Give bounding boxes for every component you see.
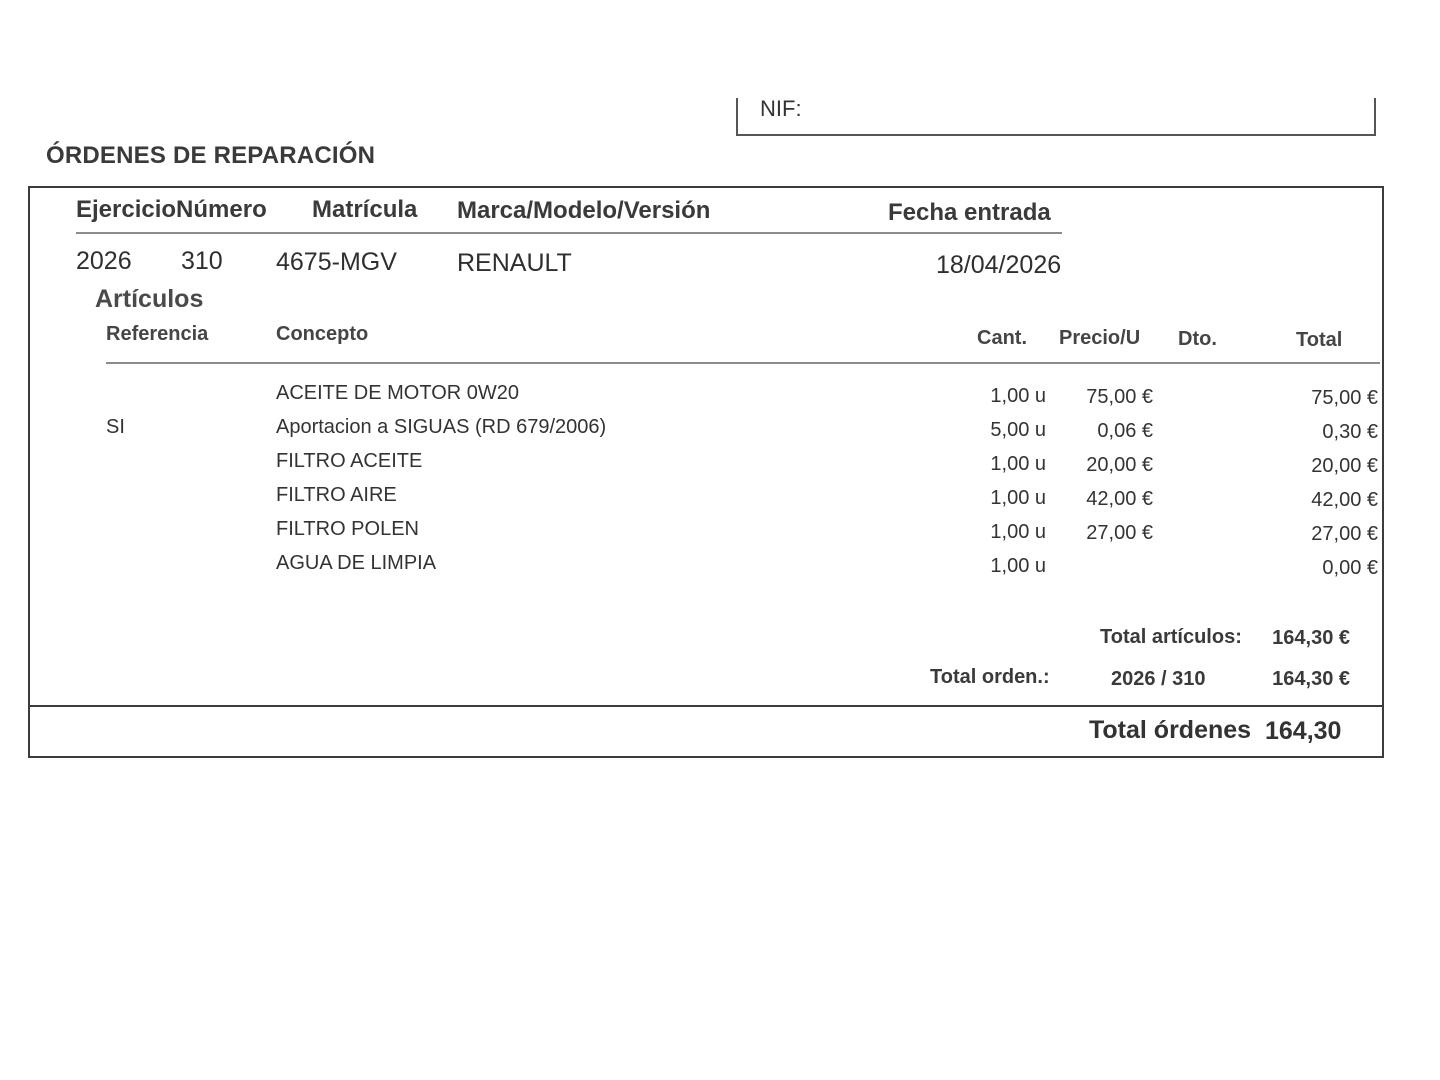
total-orden-value: 164,30 € [1272,668,1350,690]
col-cant: Cant. [977,327,1027,349]
header-ejercicio-numero: EjercicioNúmero [76,196,267,223]
item-cant: 5,00 u [990,419,1046,441]
item-concepto: ACEITE DE MOTOR 0W20 [276,382,520,404]
total-articulos-label: Total artículos: [1100,626,1242,648]
item-total: 0,00 € [1322,557,1378,579]
nif-box [736,98,1376,136]
item-precio: 20,00 € [1086,454,1153,476]
header-underline [76,232,1062,234]
section-title: ÓRDENES DE REPARACIÓN [46,142,376,169]
col-referencia: Referencia [106,323,209,345]
item-cant: 1,00 u [990,555,1046,577]
item-cant: 1,00 u [990,453,1046,475]
nif-label: NIF: [760,96,802,121]
col-concepto: Concepto [276,323,369,345]
item-concepto: FILTRO AIRE [276,484,397,506]
item-total: 20,00 € [1311,455,1378,477]
col-total: Total [1296,329,1343,351]
total-ordenes-value: 164,30 [1265,717,1342,745]
item-precio: 75,00 € [1086,386,1153,408]
totals-separator [28,705,1382,707]
order-fecha: 18/04/2026 [936,251,1062,279]
order-ejercicio: 2026 [76,247,132,275]
item-concepto: FILTRO POLEN [276,518,419,540]
total-ordenes-label: Total órdenes [1089,716,1252,744]
total-orden-label: Total orden.: [930,666,1050,688]
item-concepto: Aportacion a SIGUAS (RD 679/2006) [276,416,607,438]
item-precio: 42,00 € [1086,488,1153,510]
item-cant: 1,00 u [990,521,1046,543]
item-ref: SI [106,416,125,438]
header-marca-modelo: Marca/Modelo/Versión [457,197,711,224]
total-orden-ref: 2026 / 310 [1111,668,1206,690]
columns-underline [106,362,1380,364]
item-total: 27,00 € [1311,523,1378,545]
articulos-title: Artículos [95,285,204,313]
item-total: 42,00 € [1311,489,1378,511]
order-numero: 310 [181,247,223,275]
header-fecha-entrada: Fecha entrada [888,199,1051,226]
item-precio: 27,00 € [1086,522,1153,544]
header-matricula: Matrícula [312,196,418,223]
total-articulos-value: 164,30 € [1272,627,1350,649]
item-total: 75,00 € [1311,387,1378,409]
item-concepto: AGUA DE LIMPIA [276,552,437,574]
item-cant: 1,00 u [990,487,1046,509]
order-marca: RENAULT [457,249,572,277]
item-total: 0,30 € [1322,421,1378,443]
col-dto: Dto. [1178,328,1217,350]
item-concepto: FILTRO ACEITE [276,450,423,472]
col-precio: Precio/U [1059,327,1141,349]
item-precio: 0,06 € [1097,420,1153,442]
order-matricula: 4675-MGV [276,248,397,276]
item-cant: 1,00 u [990,385,1046,407]
